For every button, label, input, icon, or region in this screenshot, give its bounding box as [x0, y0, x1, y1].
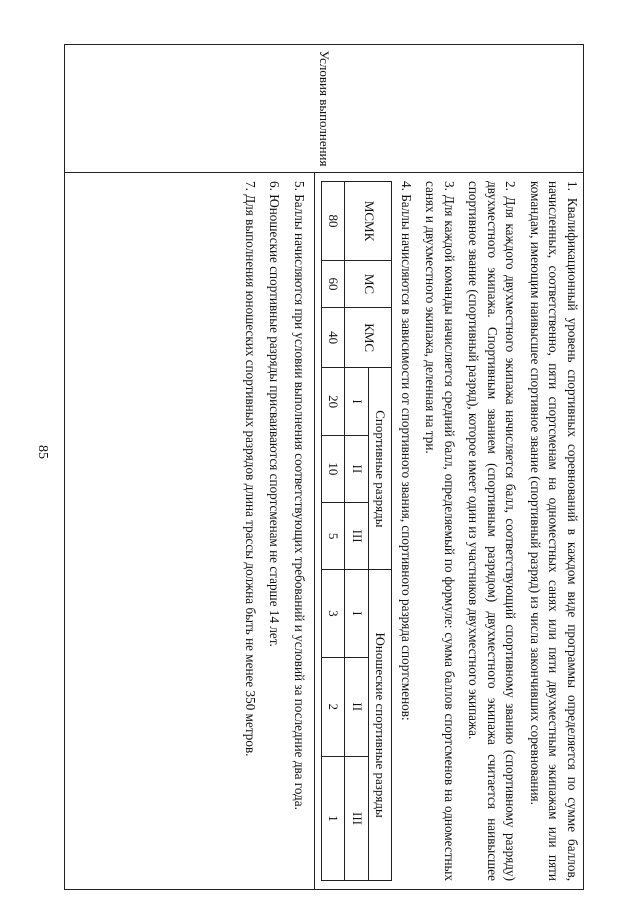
- header-sport-ranks: Спортивные разряды: [369, 368, 393, 570]
- header-msmk: МСМК: [345, 182, 392, 261]
- header-kms: КМС: [345, 307, 392, 368]
- note-7: 7. Для выполнения юношеских спортивных разрядов длина трассы должна быть не менее 350 метров.: [243, 181, 258, 757]
- content-column: [65, 173, 583, 889]
- note-6: 6. Юношеские спортивные разряды присваиваются спортсменам не старше 14 лет.: [267, 181, 283, 647]
- value-cell: 20: [322, 368, 346, 435]
- sub-header: II: [345, 435, 369, 502]
- sub-header: I: [345, 570, 369, 657]
- value-cell: 40: [322, 307, 346, 368]
- value-cell: 60: [322, 261, 346, 308]
- value-cell: 10: [322, 435, 346, 502]
- divider: [314, 173, 315, 889]
- sub-header: III: [345, 503, 369, 570]
- value-cell: 2: [322, 657, 346, 757]
- sub-header: II: [345, 657, 369, 757]
- sub-header: I: [345, 368, 369, 435]
- value-cell: 5: [322, 503, 346, 570]
- rotated-page: [64, 44, 584, 890]
- page-number: 85: [35, 445, 50, 459]
- paragraph-4: 4. Баллы начисляются в зависимости от спортивного звания, спортивного разряда спортсменов:: [399, 181, 414, 721]
- label-column: [65, 45, 583, 173]
- value-cell: 1: [322, 757, 346, 881]
- value-cell: 3: [322, 570, 346, 657]
- conditions-table: [64, 44, 584, 890]
- header-youth-ranks: Юношеские спортивные разряды: [369, 570, 393, 881]
- header-ms: МС: [345, 261, 392, 308]
- paragraph-3: 3. Для каждой команды начисляется средний балл, определяемый по формуле: сумма баллов спортсменов на одноместных санях и двухместного экипажа, деленная на три.: [423, 181, 457, 881]
- sub-header: III: [345, 757, 369, 881]
- note-5: 5. Баллы начисляются при условии выполнения соответствующих требований и условий за последние два года.: [292, 181, 307, 810]
- conditions-label: Условия выполнения: [317, 50, 332, 167]
- paragraph-1: 1. Квалификационный уровень спортивных соревнований в каждом виде программы определяется по сумме баллов, начисленных, соответственно, пяти спортсменам на одноместных санях или пяти двухместным экипажам или пяти командам, имеющим наивысшее спортивное звание (спортивный разряд) из числа закончивших соревнования.: [528, 181, 580, 881]
- value-cell: 80: [322, 182, 346, 261]
- paragraph-2: 2. Для каждого двухместного экипажа начисляется балл, соответствующий спортивному званию (спортивному разряду) двухместного экипажа. Спортивным званием (спортивным разрядом) двухместного экипажа считается наивысшее спортивное звание (спортивный разряд), которое имеет один из участников двухместного экипажа.: [466, 181, 519, 881]
- points-table: [321, 181, 393, 881]
